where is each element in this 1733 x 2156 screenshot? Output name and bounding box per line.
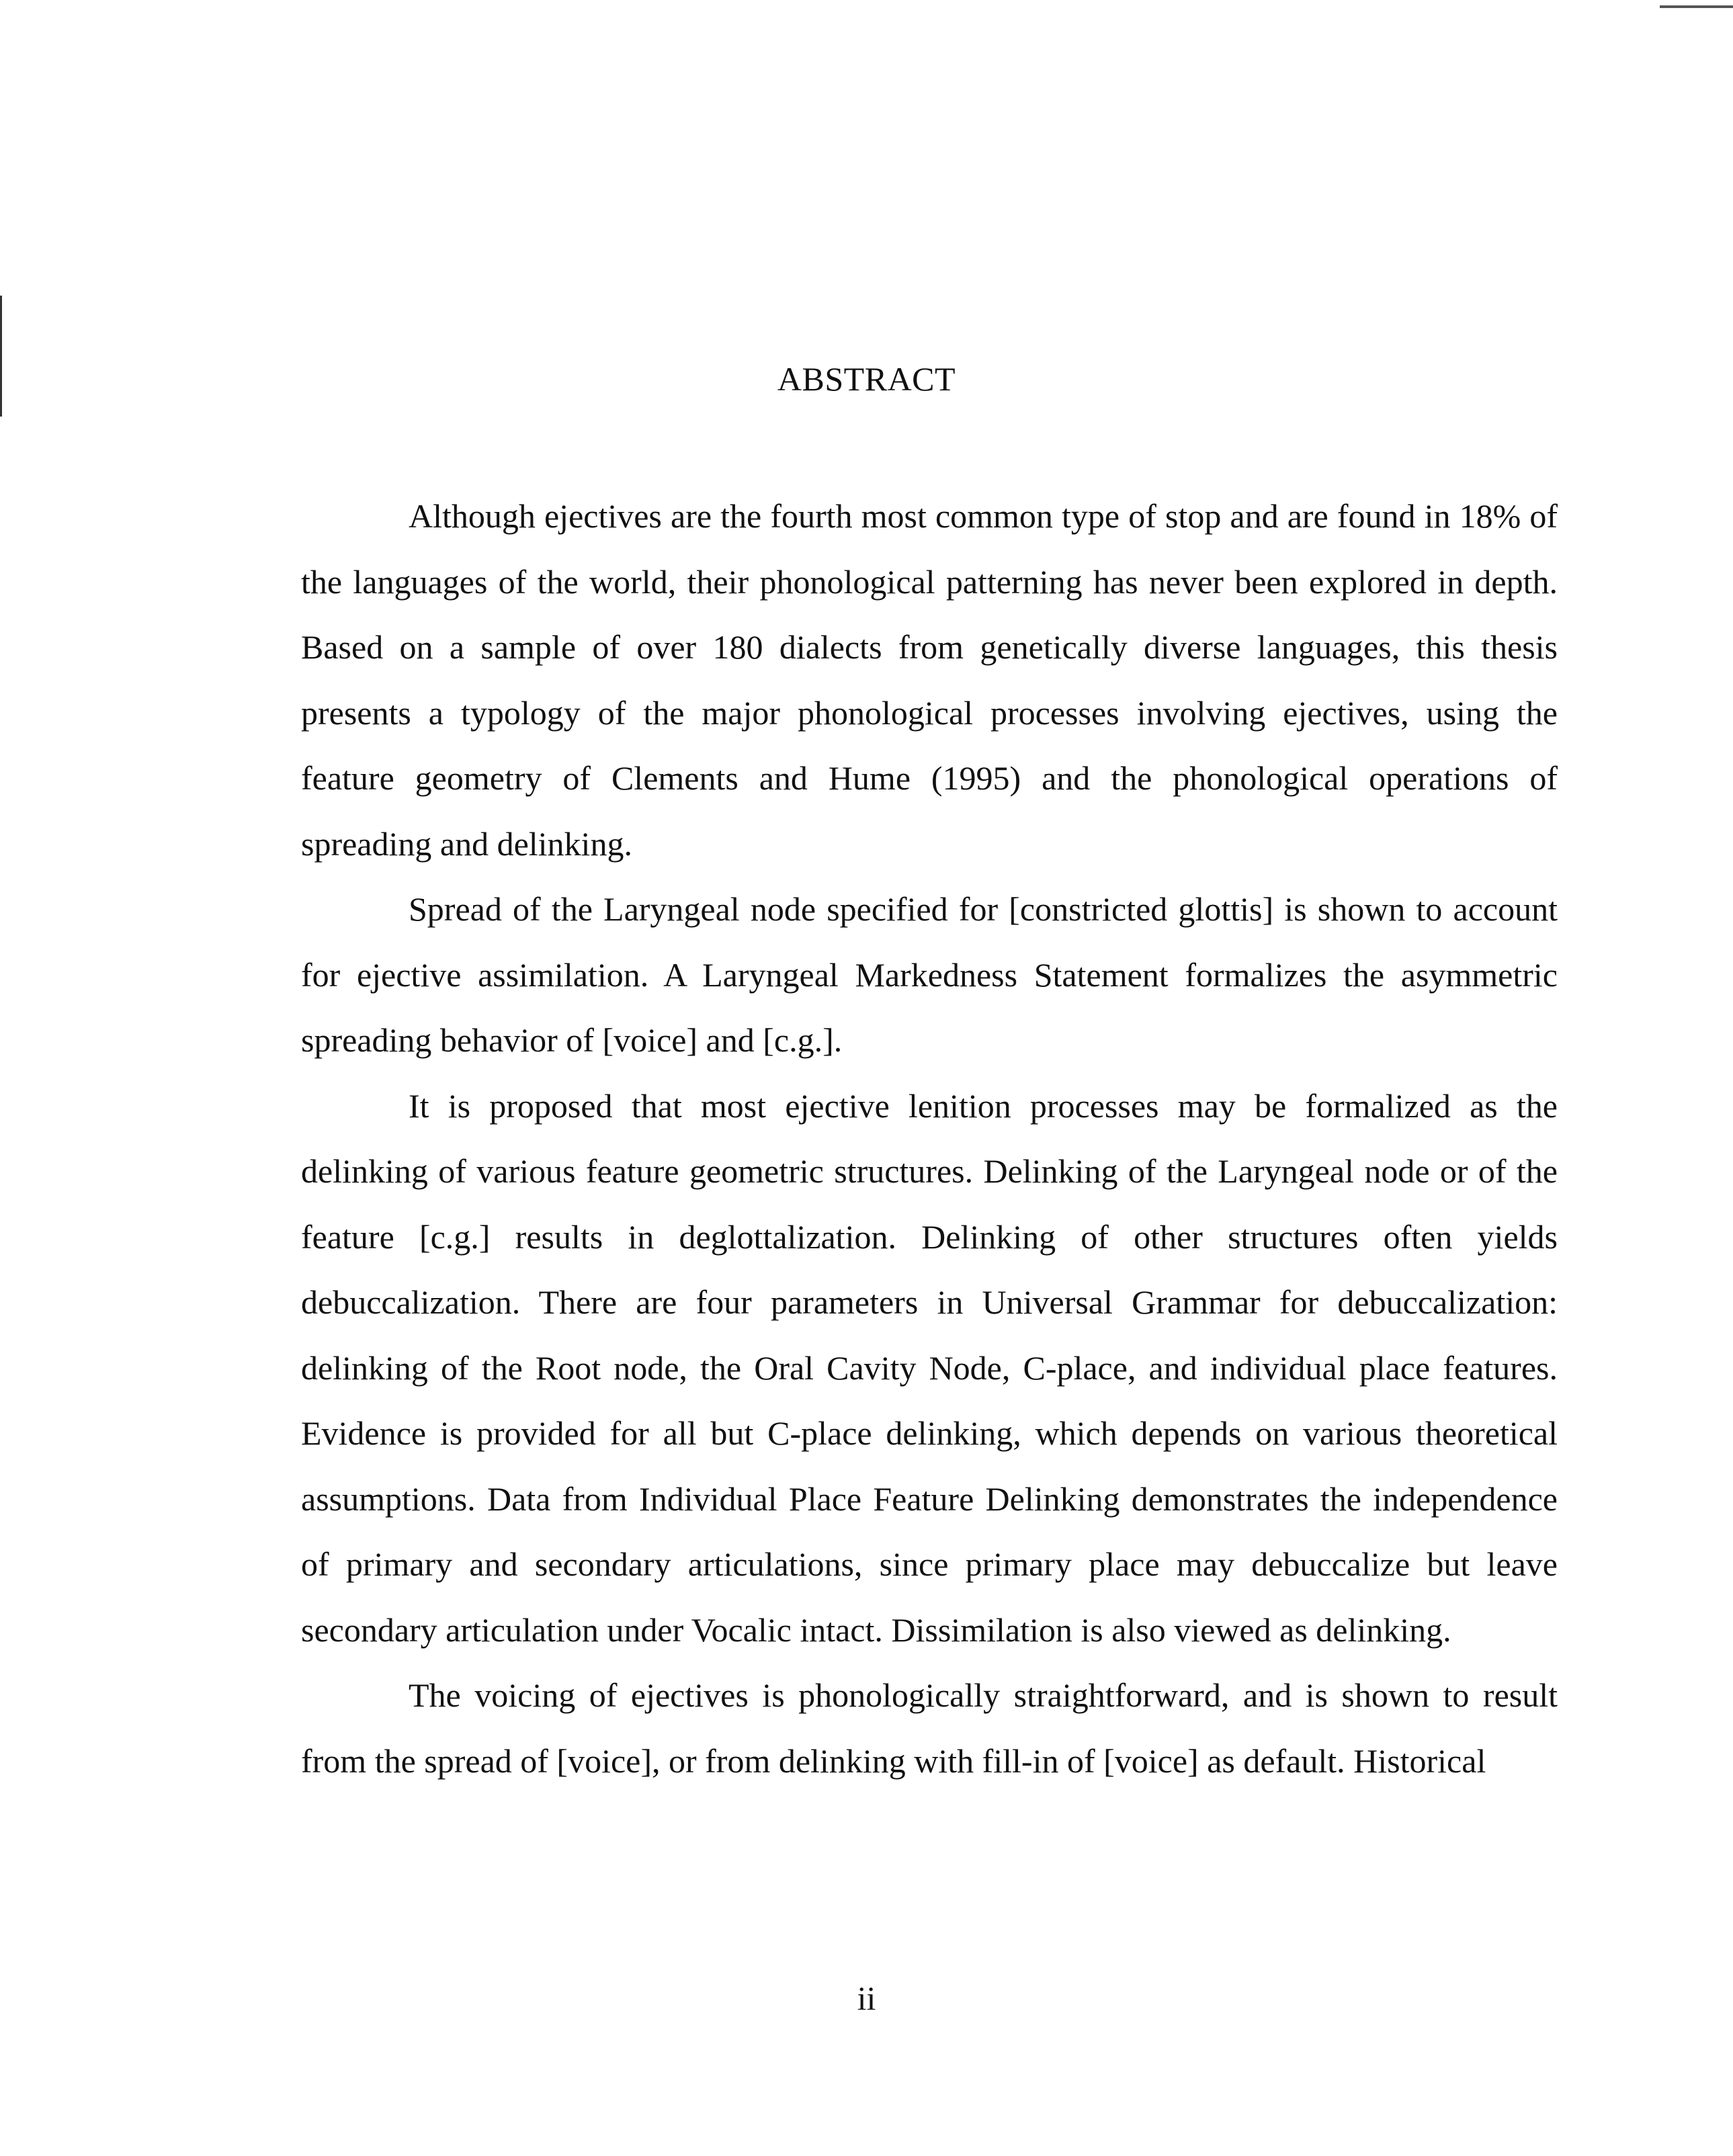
page-title: ABSTRACT: [777, 360, 956, 398]
paragraph-1: Although ejectives are the fourth most common type of stop and are found in 18% of the languages of the world, their phonological patterning has never been explored in depth. Based on a sample of over 180 dialects from genetically diverse languages, this thesis presents a typology of the major phonological processes involving ejectives, using the feature geometry of Clements and Hume (1995) and the phonological operations of spreading and delinking.: [301, 497, 1558, 863]
paragraph-4: The voicing of ejectives is phonologically straightforward, and is shown to result from the spread of [voice], or from delinking with fill-in of [voice] as default. Historical: [301, 1676, 1558, 1780]
scan-edge-mark-left: [0, 296, 2, 417]
abstract-body: [301, 484, 1558, 1794]
paragraph-3: It is proposed that most ejective lenition processes may be formalized as the delinking of various feature geometric structures. Delinking of the Laryngeal node or of the feature [c.g.] results in deglottalization. Delinking of other structures often yields debuccalization. There are four parameters in Universal Grammar for debuccalization: delinking of the Root node, the Oral Cavity Node, C-place, and individual place features. Evidence is provided for all but C-place delinking, which depends on various theoretical assumptions. Data from Individual Place Feature Delinking demonstrates the independence of primary and secondary articulations, since primary place may debuccalize but leave secondary articulation under Vocalic intact. Dissimilation is also viewed as delinking.: [301, 1086, 1558, 1649]
page-number: ii: [857, 1979, 876, 2017]
scan-edge-mark-top: [1660, 5, 1733, 8]
paragraph-2: Spread of the Laryngeal node specified for [constricted glottis] is shown to account for ejective assimilation. A Laryngeal Markedness Statement formalizes the asymmetric spreading behavior of [voice] and [c.g.].: [301, 890, 1558, 1059]
